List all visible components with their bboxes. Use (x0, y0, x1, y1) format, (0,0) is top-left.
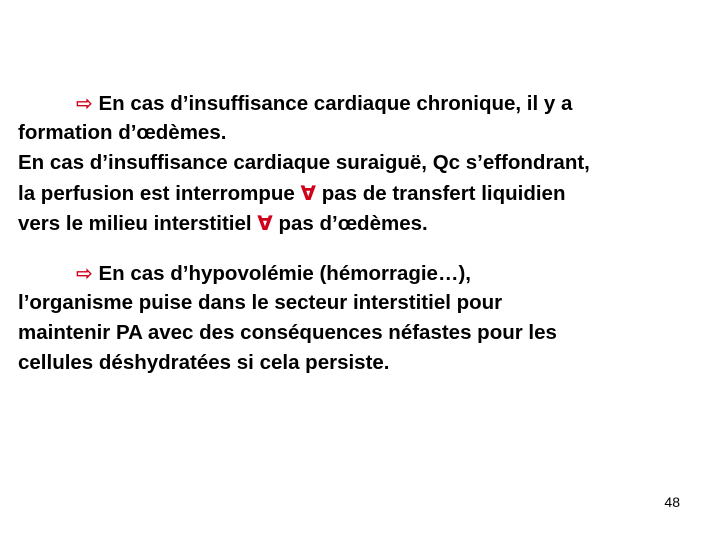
text-line (18, 348, 708, 378)
text-line (18, 208, 708, 238)
text-line (18, 288, 708, 318)
implies-icon: ∀ (257, 211, 273, 235)
hollow-right-arrow-icon: ⇨ (76, 91, 93, 115)
text-line (18, 148, 708, 178)
implies-icon: ∀ (300, 181, 316, 205)
text-line (18, 258, 708, 288)
paragraph-hypovolemia (18, 258, 708, 378)
text-line (18, 178, 708, 208)
text-segment: l’organisme puise dans le secteur interstitiel pour (18, 291, 503, 314)
text-line (18, 118, 708, 148)
text-segment: pas de transfert liquidien (321, 182, 566, 205)
page-number: 48 (664, 494, 680, 510)
text-segment: En cas d’insuffisance cardiaque chronique, il y a (98, 92, 573, 115)
text-segment: formation d’œdèmes. (18, 121, 227, 144)
text-segment: cellules déshydratées si cela persiste. (18, 351, 390, 374)
hollow-right-arrow-icon: ⇨ (76, 261, 93, 285)
text-line (18, 318, 708, 348)
text-segment: la perfusion est interrompue (18, 182, 295, 205)
text-segment: En cas d’hypovolémie (hémorragie…), (98, 262, 471, 285)
text-segment: En cas d’insuffisance cardiaque suraiguë, Qc s’effondrant, (18, 151, 590, 174)
text-segment: pas d’œdèmes. (278, 212, 428, 235)
text-segment: vers le milieu interstitiel (18, 212, 252, 235)
text-line (18, 88, 708, 118)
paragraph-heart-failure (18, 88, 708, 238)
text-segment: maintenir PA avec des conséquences néfastes pour les (18, 321, 557, 344)
